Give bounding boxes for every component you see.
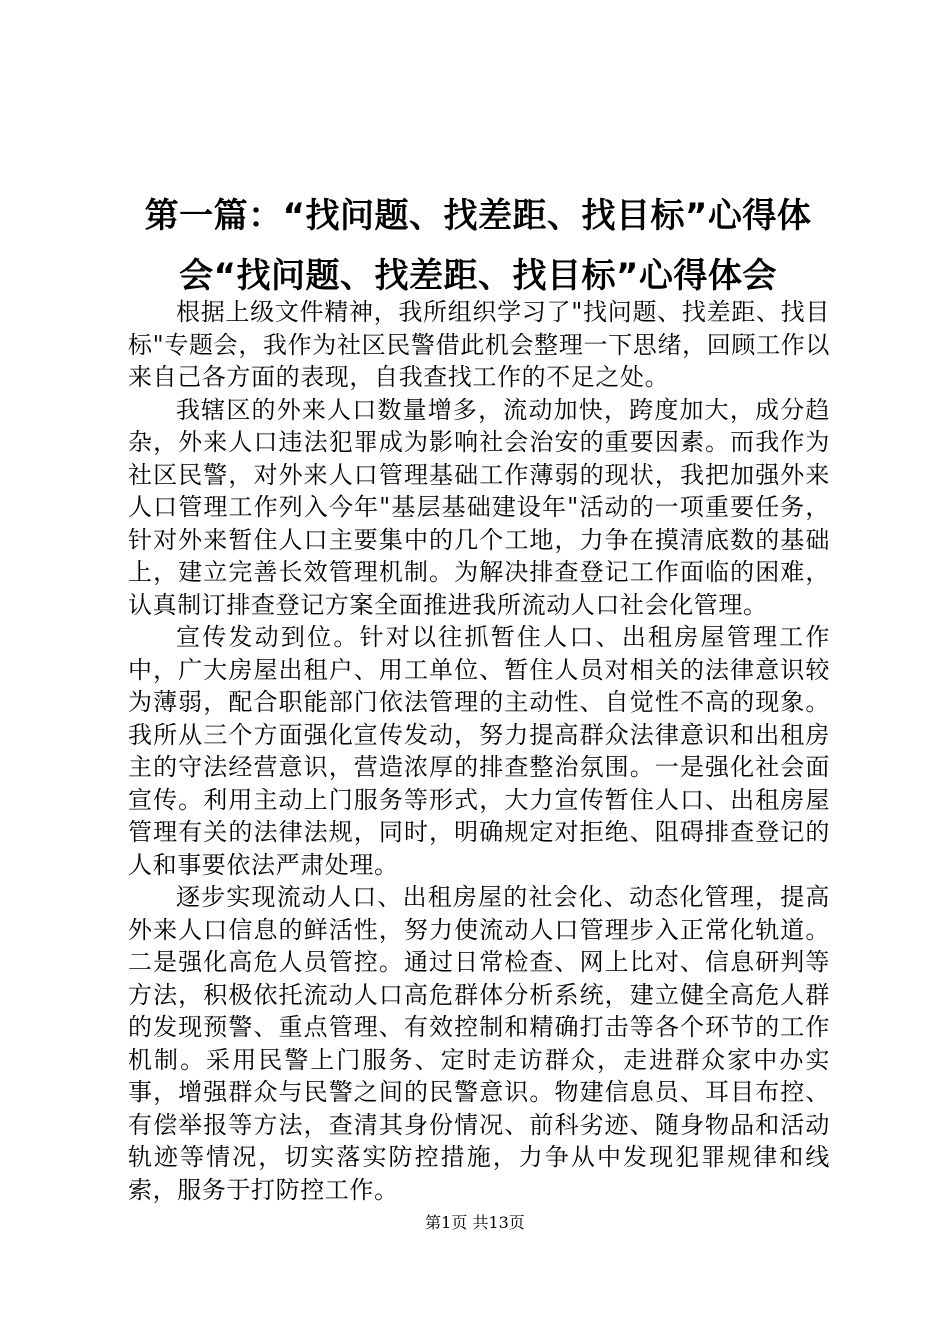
- paragraph-4: 逐步实现流动人口、出租房屋的社会化、动态化管理，提高外来人口信息的鲜活性，努力使流动人口管理步入正常化轨道。二是强化高危人员管控。通过日常检查、网上比对、信息研判等方法，积极依托流动人口高危群体分析系统，建立健全高危人群的发现预警、重点管理、有效控制和精确打击等各个环节的工作机制。采用民警上门服务、定时走访群众，走进群众家中办实事，增强群众与民警之间的民警意识。物建信息员、耳目布控、有偿举报等方法，查清其身份情况、前科劣迹、随身物品和活动轨迹等情况，切实落实防控措施，力争从中发现犯罪规律和线索，服务于打防控工作。: [128, 883, 830, 1204]
- paragraph-1: 根据上级文件精神，我所组织学习了"找问题、找差距、找目标"专题会，我作为社区民警借此机会整理一下思绪，回顾工作以来自己各方面的表现，自我查找工作的不足之处。: [128, 298, 830, 391]
- paragraph-3: 宣传发动到位。针对以往抓暂住人口、出租房屋管理工作中，广大房屋出租户、用工单位、暂住人员对相关的法律意识较为薄弱，配合职能部门依法管理的主动性、自觉性不高的现象。我所从三个方面强化宣传发动，努力提高群众法律意识和出租房主的守法经营意识，营造浓厚的排查整治氛围。一是强化社会面宣传。利用主动上门服务等形式，大力宣传暂住人口、出租房屋管理有关的法律法规，同时，明确规定对拒绝、阻碍排查登记的人和事要依法严肃处理。: [128, 623, 830, 879]
- document-title: 第一篇：“找问题、找差距、找目标”心得体会“找问题、找差距、找目标”心得体会: [144, 196, 812, 296]
- document-body: [128, 296, 830, 1206]
- page-footer: 第1页 共13页: [425, 1213, 525, 1232]
- paragraph-2: 我辖区的外来人口数量增多，流动加快，跨度加大，成分趋杂，外来人口违法犯罪成为影响社会治安的重要因素。而我作为社区民警，对外来人口管理基础工作薄弱的现状，我把加强外来人口管理工作列入今年"基层基础建设年"活动的一项重要任务，针对外来暂住人口主要集中的几个工地，力争在摸清底数的基础上，建立完善长效管理机制。为解决排查登记工作面临的困难，认真制订排查登记方案全面推进我所流动人口社会化管理。: [128, 395, 830, 619]
